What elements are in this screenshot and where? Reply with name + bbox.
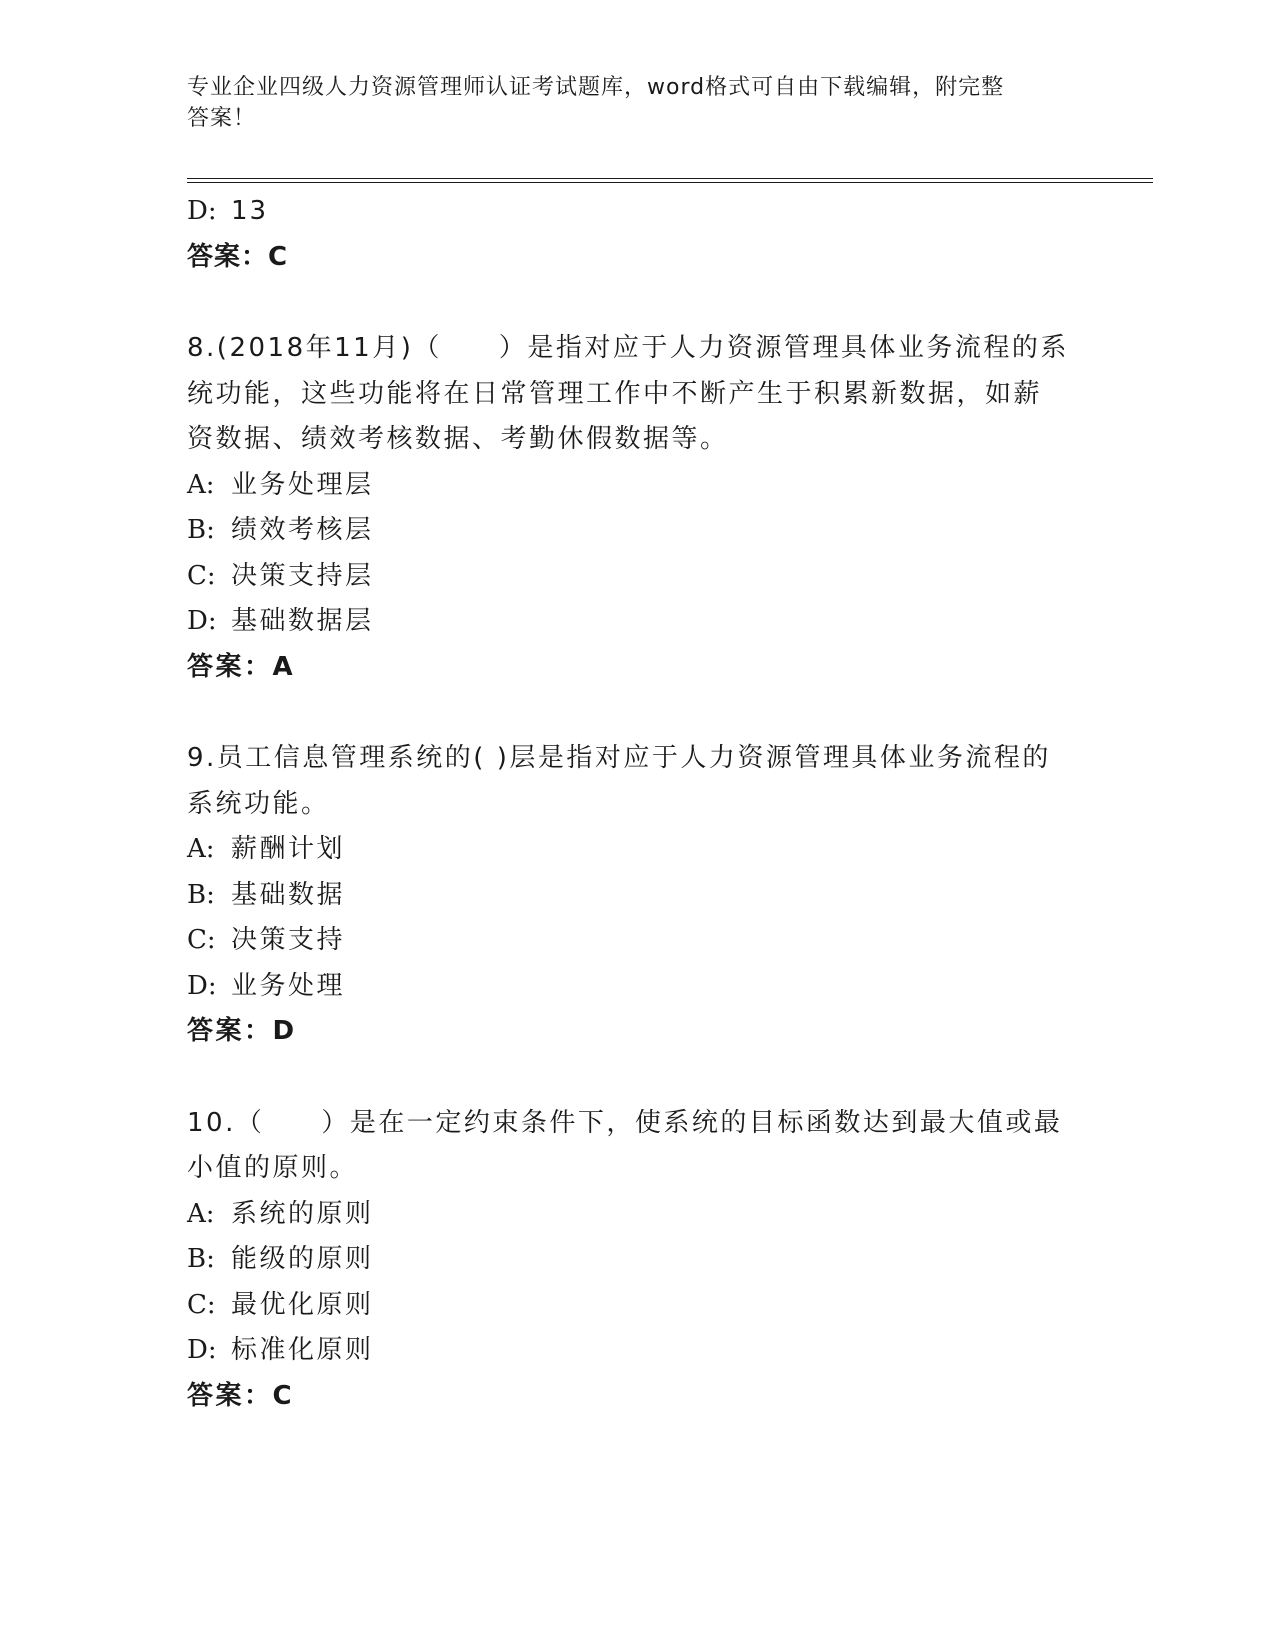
option-text: 标准化原则: [231, 1335, 374, 1365]
question-list: [187, 189, 1087, 1419]
option-text: 系统的原则: [231, 1198, 374, 1229]
answer: 答案：C: [187, 1380, 295, 1411]
option-letter: C:: [187, 925, 216, 955]
option-letter: B:: [187, 1244, 215, 1274]
option-letter: D:: [187, 606, 217, 636]
option-text: 最优化原则: [231, 1289, 374, 1320]
answer: 答案：A: [187, 651, 296, 682]
option-b: [187, 873, 1087, 919]
option-text: 能级的原则: [231, 1244, 374, 1274]
option-d: [187, 599, 1087, 645]
header-divider-bottom: [187, 182, 1153, 183]
option-letter: D:: [187, 196, 217, 226]
option-text: 基础数据: [231, 879, 346, 910]
option-c: [187, 918, 1087, 964]
option-letter: C:: [187, 1289, 216, 1320]
page-header: [187, 72, 1067, 134]
carryover-answer: 答案：C: [187, 241, 289, 272]
option-b: [187, 508, 1087, 554]
option-letter: A:: [187, 1198, 215, 1229]
option-letter: B:: [187, 515, 215, 545]
option-text: 基础数据层: [231, 606, 374, 636]
option-text: 决策支持层: [231, 560, 374, 591]
question-10: [187, 1101, 1087, 1420]
option-letter: A:: [187, 469, 215, 500]
option-c: [187, 554, 1087, 600]
question-text-line: 10.（ ）是在一定约束条件下，使系统的目标函数达到最大值或最: [187, 1107, 1063, 1138]
option-d: [187, 964, 1087, 1010]
question-text-line: 8.(2018年11月)（ ）是指对应于人力资源管理具体业务流程的系: [187, 333, 1069, 363]
option-letter: D:: [187, 970, 217, 1001]
option-text: 13: [231, 196, 269, 226]
option-text: 决策支持: [231, 925, 346, 955]
carryover-option-d: [187, 189, 1087, 235]
option-a: [187, 1192, 1087, 1238]
question-text-line: 系统功能。: [187, 788, 330, 819]
option-d: [187, 1328, 1087, 1374]
option-b: [187, 1237, 1087, 1283]
option-text: 绩效考核层: [231, 515, 374, 545]
option-letter: A:: [187, 834, 215, 864]
answer: 答案：D: [187, 1016, 297, 1046]
question-text-line: 9.员工信息管理系统的( )层是指对应于人力资源管理具体业务流程的: [187, 743, 1051, 773]
option-a: [187, 463, 1087, 509]
option-c: [187, 1283, 1087, 1329]
option-text: 业务处理层: [231, 469, 374, 500]
question-text-line: 小值的原则。: [187, 1153, 359, 1183]
question-9: [187, 736, 1087, 1055]
header-divider-top: [187, 178, 1153, 179]
question-8: [187, 326, 1087, 690]
option-letter: D:: [187, 1335, 217, 1365]
option-text: 薪酬计划: [231, 834, 346, 864]
question-text-line: 资数据、绩效考核数据、考勤休假数据等。: [187, 424, 729, 454]
option-text: 业务处理: [231, 970, 346, 1001]
option-letter: B:: [187, 879, 215, 910]
question-text-line: 统功能，这些功能将在日常管理工作中不断产生于积累新数据，如薪: [187, 378, 1043, 409]
header-line-1: 专业企业四级人力资源管理师认证考试题库，word格式可自由下载编辑，附完整: [187, 75, 1005, 100]
option-a: [187, 827, 1087, 873]
option-letter: C:: [187, 560, 216, 591]
header-line-2: 答案！: [187, 106, 257, 131]
